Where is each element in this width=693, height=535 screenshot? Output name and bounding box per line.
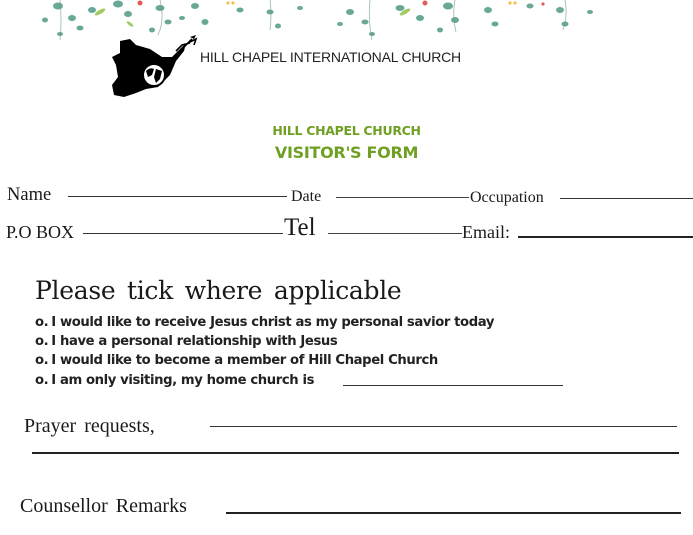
home-church-field-line[interactable] — [343, 385, 563, 386]
option-text: I would like to receive Jesus christ as my personal savior today — [51, 315, 495, 330]
tick-section-heading: Please tick where applicable — [35, 276, 402, 305]
checkbox-bullet[interactable]: o. — [35, 334, 49, 349]
option-only-visiting[interactable] — [35, 373, 314, 388]
form-subtitle: HILL CHAPEL CHURCH — [272, 123, 421, 138]
checkbox-bullet[interactable]: o. — [35, 373, 49, 388]
checkbox-bullet[interactable]: o. — [35, 353, 49, 368]
name-field-line[interactable] — [68, 196, 287, 197]
occupation-label: Occupation — [470, 189, 544, 206]
form-title: VISITOR'S FORM — [274, 143, 419, 162]
option-text: I am only visiting, my home church is — [51, 373, 315, 388]
option-personal-relationship[interactable] — [35, 334, 337, 349]
date-field-line[interactable] — [336, 197, 469, 198]
option-become-member[interactable] — [35, 353, 438, 368]
option-receive-jesus[interactable] — [35, 315, 494, 330]
counsellor-remarks-label: Counsellor Remarks — [20, 495, 187, 517]
option-text: I would like to become a member of Hill Chapel Church — [51, 353, 438, 368]
dove-with-globe-icon — [110, 35, 200, 97]
email-label: Email: — [462, 222, 510, 242]
tel-field-line[interactable] — [328, 233, 462, 234]
prayer-requests-label: Prayer requests, — [24, 415, 155, 437]
prayer-requests-line-2[interactable] — [32, 452, 679, 454]
name-label: Name — [7, 185, 52, 205]
date-label: Date — [291, 188, 322, 205]
email-field-line[interactable] — [518, 236, 693, 238]
counsellor-remarks-line[interactable] — [226, 512, 681, 514]
po-box-label: P.O BOX — [6, 222, 75, 242]
floral-garland-decoration — [0, 0, 693, 48]
checkbox-bullet[interactable]: o. — [35, 315, 49, 330]
tel-label: Tel — [284, 214, 316, 241]
occupation-field-line[interactable] — [560, 198, 693, 199]
organization-name: HILL CHAPEL INTERNATIONAL CHURCH — [200, 49, 461, 65]
prayer-requests-line-1[interactable] — [210, 426, 677, 427]
option-text: I have a personal relationship with Jesus — [51, 334, 338, 349]
po-box-field-line[interactable] — [83, 233, 283, 234]
